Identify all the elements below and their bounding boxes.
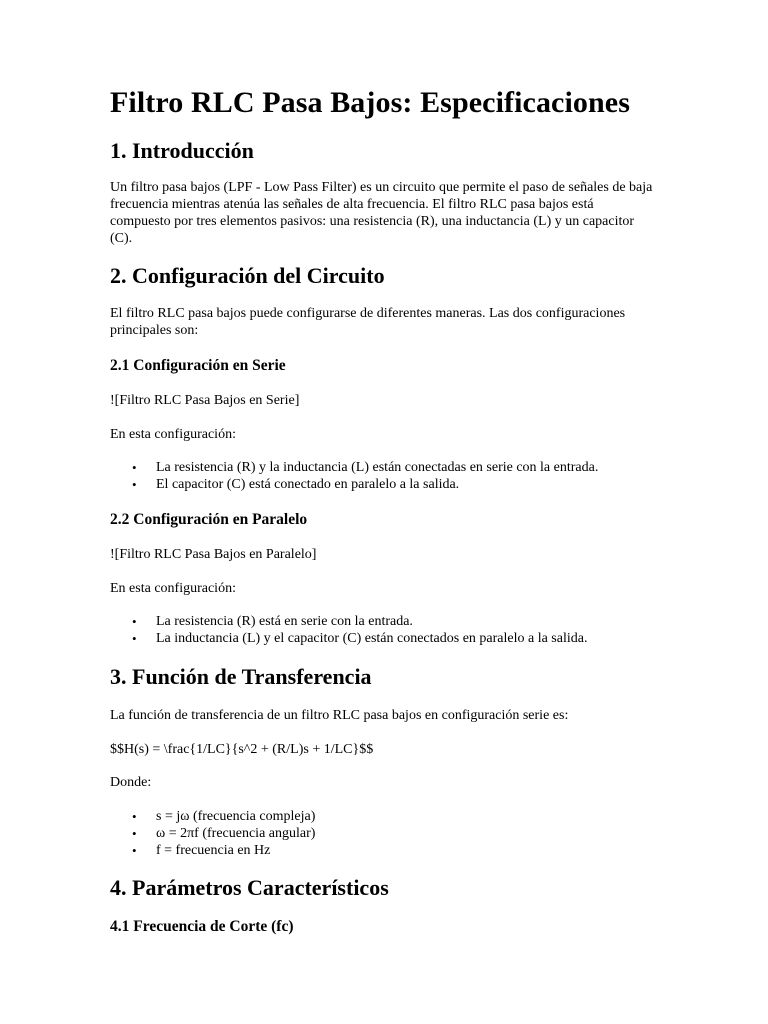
transfer-function-formula: $$H(s) = \frac{1/LC}{s^2 + (R/L)s + 1/LC}$$ xyxy=(110,742,374,757)
list-item: • ω = 2πf (frecuencia angular) xyxy=(156,825,315,842)
section-2-2-image-ref: ![Filtro RLC Pasa Bajos en Paralelo] xyxy=(110,547,317,562)
section-1-paragraph: Un filtro pasa bajos (LPF - Low Pass Filter) es un circuito que permite el paso de señales de baja frecuencia mientras atenúa las señales de alta frecuencia. El filtro RLC pasa bajos está compuesto por tres elementos pasivos: una resistencia (R), una inductancia (L) y un capacitor (C). xyxy=(110,180,653,246)
list-item: • s = jω (frecuencia compleja) xyxy=(156,808,315,825)
section-3-heading: 3. Función de Transferencia xyxy=(110,664,372,689)
document-title: Filtro RLC Pasa Bajos: Especificaciones xyxy=(110,86,630,119)
list-item: • La resistencia (R) y la inductancia (L) están conectadas en serie con la entrada. xyxy=(156,459,598,476)
section-2-1-heading: 2.1 Configuración en Serie xyxy=(110,357,286,374)
section-2-paragraph: El filtro RLC pasa bajos puede configurarse de diferentes maneras. Las dos configuraciones principales son: xyxy=(110,306,626,338)
section-2-1-image-ref: ![Filtro RLC Pasa Bajos en Serie] xyxy=(110,393,300,408)
section-2-1-list xyxy=(110,459,598,493)
section-2-1-intro: En esta configuración: xyxy=(110,427,236,442)
section-2-2-intro: En esta configuración: xyxy=(110,581,236,596)
section-2-2-list xyxy=(110,613,587,647)
section-3-where: Donde: xyxy=(110,775,152,790)
section-3-list xyxy=(110,808,315,859)
section-4-1-heading: 4.1 Frecuencia de Corte (fc) xyxy=(110,918,294,935)
section-2-heading: 2. Configuración del Circuito xyxy=(110,263,385,288)
list-item: • La inductancia (L) y el capacitor (C) están conectados en paralelo a la salida. xyxy=(156,630,587,647)
section-3-paragraph: La función de transferencia de un filtro RLC pasa bajos en configuración serie es: xyxy=(110,708,569,723)
section-1-heading: 1. Introducción xyxy=(110,138,254,163)
list-item: • La resistencia (R) está en serie con la entrada. xyxy=(156,613,587,630)
section-4-heading: 4. Parámetros Característicos xyxy=(110,875,389,900)
section-2-2-heading: 2.2 Configuración en Paralelo xyxy=(110,511,308,528)
list-item: • El capacitor (C) está conectado en paralelo a la salida. xyxy=(156,476,598,493)
list-item: • f = frecuencia en Hz xyxy=(156,842,315,859)
